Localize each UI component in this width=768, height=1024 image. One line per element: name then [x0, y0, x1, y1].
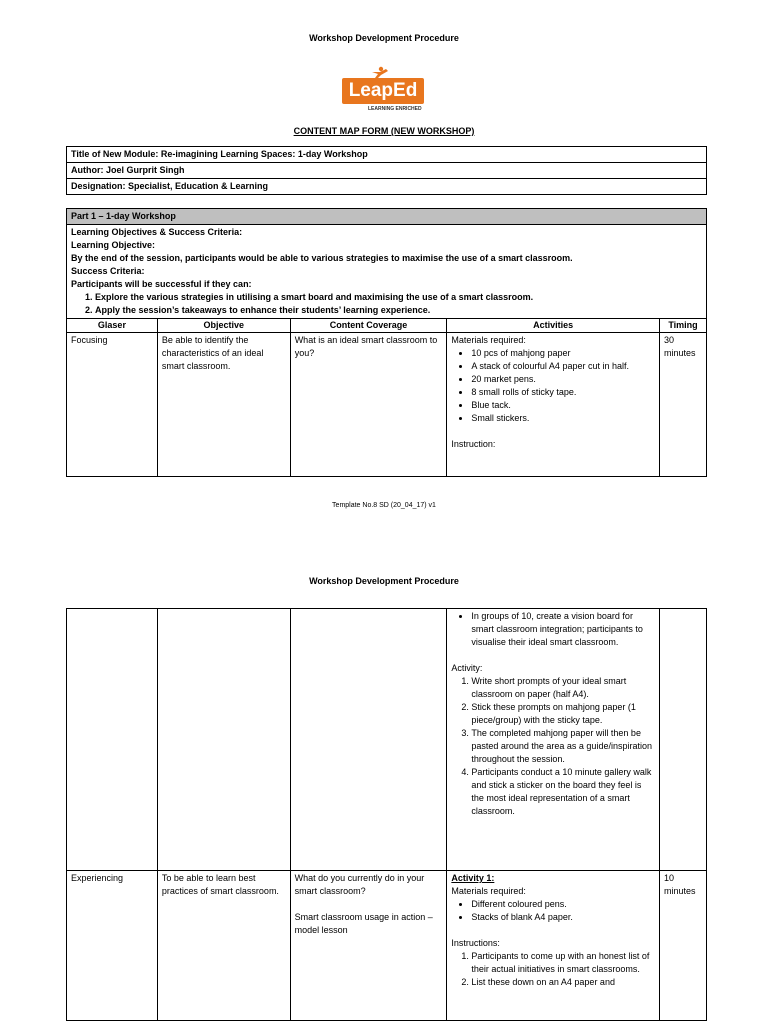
materials-list: [451, 898, 655, 924]
materials-label: Materials required:: [451, 335, 526, 345]
criteria-item: 1. Explore the various strategies in utilising a smart board and maximising the use of a smart classroom.: [95, 291, 702, 304]
objectives-block: [67, 225, 707, 319]
col-content: Content Coverage: [290, 319, 447, 333]
glaser-cell: Focusing: [67, 333, 158, 477]
content-map-table-continued: [66, 608, 707, 1021]
objective-cell: To be able to learn best practices of smart classroom.: [157, 871, 290, 1021]
instruction-steps: [451, 950, 655, 989]
activity-step: 1. Write short prompts of your ideal smart classroom on paper (half A4).: [471, 675, 655, 701]
materials-label: Materials required:: [451, 886, 526, 896]
objective-cell: [157, 609, 290, 871]
document-page-2: [0, 540, 768, 1024]
logo-wordmark: LeapEd: [342, 78, 424, 104]
material-item: • A stack of colourful A4 paper cut in half.: [471, 360, 655, 373]
instructions-label: Instructions:: [451, 938, 500, 948]
logo-tagline: LEARNING ENRICHED: [368, 106, 422, 112]
materials-list: [451, 347, 655, 425]
col-timing: Timing: [659, 319, 706, 333]
timing-cell: [659, 609, 706, 871]
module-designation: Designation: Specialist, Education & Learning: [67, 179, 707, 195]
instruction-step: 2. List these down on an A4 paper and: [471, 976, 655, 989]
module-title: Title of New Module: Re-imagining Learning Spaces: 1-day Workshop: [67, 147, 707, 163]
module-info-table: [66, 146, 707, 195]
content-map-table: [66, 208, 707, 477]
page-gap: [0, 530, 768, 540]
activity-step: 3. The completed mahjong paper will then be pasted around the area as a guide/inspiration throughout the session.: [471, 727, 655, 766]
material-item: • Different coloured pens.: [471, 898, 655, 911]
activity-label: Activity:: [451, 663, 483, 673]
lo-text: By the end of the session, participants would be able to various strategies to maximise the use of a smart classroom.: [71, 253, 573, 263]
lo-label: Learning Objective:: [71, 240, 156, 250]
lo-sc-label: Learning Objectives & Success Criteria:: [71, 227, 243, 237]
glaser-cell: Experiencing: [67, 871, 158, 1021]
vision-board-item: • In groups of 10, create a vision board for smart classroom integration; participants to visualise their ideal smart classroom.: [471, 610, 655, 649]
activity-step: 2. Stick these prompts on mahjong paper (1 piece/group) with the sticky tape.: [471, 701, 655, 727]
activity-steps: [451, 675, 655, 818]
sc-label: Success Criteria:: [71, 266, 145, 276]
content-cell: [290, 609, 447, 871]
activities-cell: [447, 871, 660, 1021]
page-header: Workshop Development Procedure: [309, 576, 459, 586]
content-model-lesson: Smart classroom usage in action – model lesson: [294, 912, 433, 935]
timing-cell: 30 minutes: [659, 333, 706, 477]
activities-cell: [447, 333, 660, 477]
material-item: • 8 small rolls of sticky tape.: [471, 386, 655, 399]
module-author: Author: Joel Gurprit Singh: [67, 163, 707, 179]
material-item: • 10 pcs of mahjong paper: [471, 347, 655, 360]
page-header: Workshop Development Procedure: [309, 33, 459, 43]
instruction-label: Instruction:: [451, 439, 496, 449]
part-heading: Part 1 – 1-day Workshop: [67, 209, 707, 225]
material-item: • 20 market pens.: [471, 373, 655, 386]
criteria-item: 2. Apply the session’s takeaways to enhance their students’ learning experience.: [95, 304, 702, 317]
material-item: • Blue tack.: [471, 399, 655, 412]
criteria-list: [71, 291, 702, 317]
page-footer: Template No.8 SD (20_04_17) v1: [332, 502, 436, 509]
col-glaser: Glaser: [67, 319, 158, 333]
leaped-logo: [340, 66, 428, 118]
glaser-cell: [67, 609, 158, 871]
activity-step: 4. Participants conduct a 10 minute gallery walk and stick a sticker on the board they feel is the most ideal representation of a smart classroom.: [471, 766, 655, 818]
material-item: • Small stickers.: [471, 412, 655, 425]
col-objective: Objective: [157, 319, 290, 333]
content-cell: What is an ideal smart classroom to you?: [290, 333, 447, 477]
instruction-step: 1. Participants to come up with an honest list of their actual initiatives in smart classrooms.: [471, 950, 655, 976]
content-question: What do you currently do in your smart classroom?: [294, 873, 425, 896]
col-activities: Activities: [447, 319, 660, 333]
sc-intro: Participants will be successful if they can:: [71, 279, 252, 289]
activity-title: Activity 1:: [451, 873, 495, 883]
material-item: • Stacks of blank A4 paper.: [471, 911, 655, 924]
vision-board-list: [451, 610, 655, 649]
form-title: CONTENT MAP FORM (NEW WORKSHOP): [293, 126, 475, 136]
content-cell: [290, 871, 447, 1021]
activities-cell: [447, 609, 660, 871]
objective-cell: Be able to identify the characteristics of an ideal smart classroom.: [157, 333, 290, 477]
timing-cell: 10 minutes: [659, 871, 706, 1021]
